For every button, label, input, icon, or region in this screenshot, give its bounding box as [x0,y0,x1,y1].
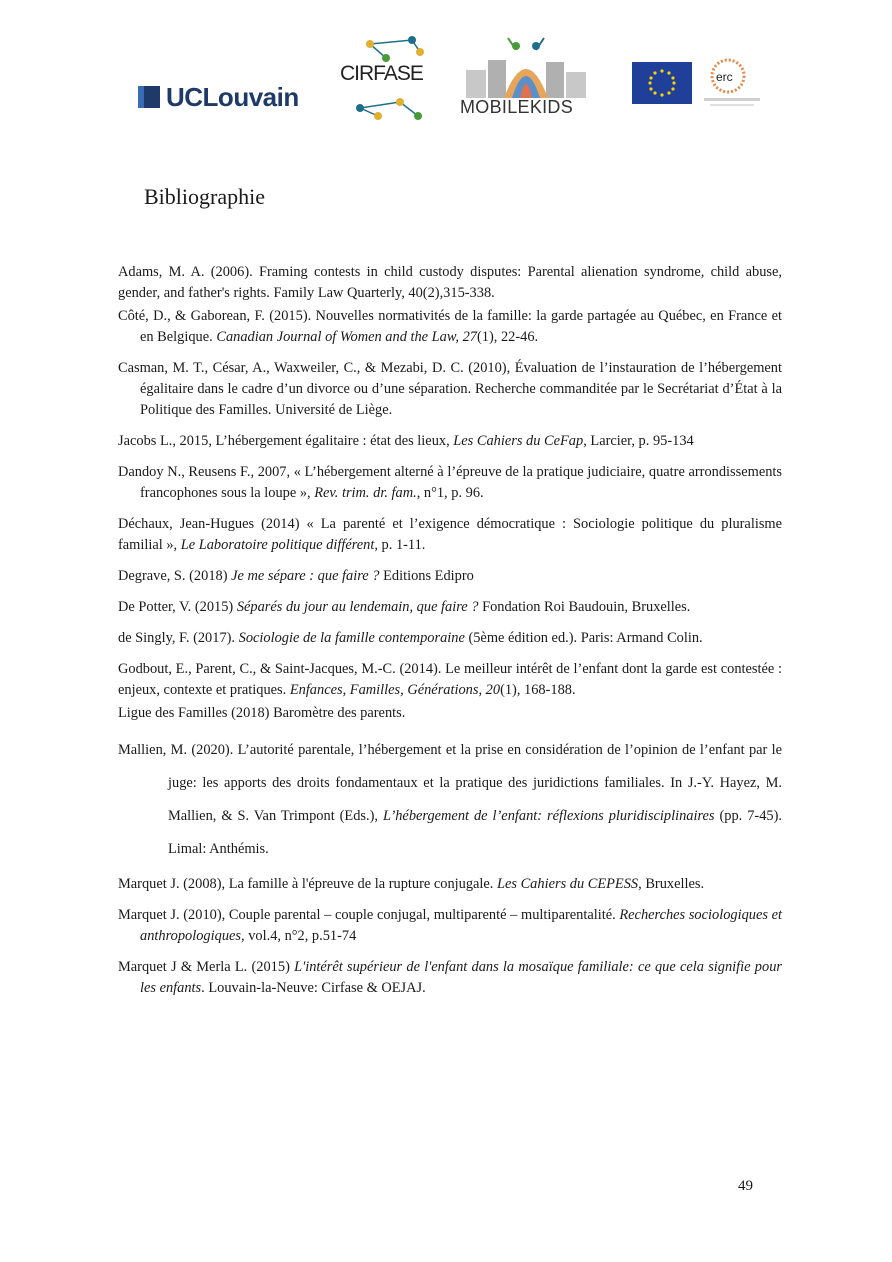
entry-text: , p. 1-11. [374,537,426,553]
entry-text: (pp. 7-45). Limal: Anthémis. [168,808,782,857]
bibliography-entry [118,703,782,724]
cirfase-logo [340,30,432,126]
uclouvain-logo [138,82,299,112]
entry-text: Marquet J & Merla L. (2015) [118,959,295,975]
entry-text: Côté, D., & Gaborean, F. (2015). Nouvelles normativités de la famille: la garde partagée au Québec, en France et en Belgique. [118,308,782,345]
bibliography-entry [118,597,782,618]
entry-italic-title: Séparés du jour au lendemain, que faire ? [236,599,479,615]
bibliography-entry [118,306,782,348]
entry-text: Marquet J. (2008), La famille à l'épreuve de la rupture conjugale. [118,876,497,892]
entry-text: Mallien, M. (2020). L’autorité parentale, l’hébergement et la prise en considération de l’opinion de l’enfant par le juge: les apports des droits fondamentaux et la pratique des juridictions familiales. In J.-Y. Hayez, M. Mallien, & S. Van Trimpont (Eds.), [118,742,782,824]
bibliography-entry [118,262,782,304]
bibliography-entry [118,462,782,504]
entry-italic-title: Sociologie de la famille contemporaine [238,630,465,646]
entry-text: Dandoy N., Reusens F., 2007, « L’hébergement alterné à l’épreuve de la pratique judiciaire, quatre arrondissements francophones sous la loupe », [118,464,782,501]
bibliography-entry [118,905,782,947]
entry-italic-title: L’hébergement de l’enfant: réflexions pluridisciplinaires [382,808,715,824]
entry-text: Déchaux, Jean-Hugues (2014) « La parenté et l’exigence démocratique : Sociologie politique du pluralisme familial », [118,516,782,553]
eu-flag-logo [632,62,692,104]
entry-text: , n°1, p. 96. [416,485,484,501]
mobilekids-label: MOBILEKIDS [460,97,574,117]
bibliography-entry [118,874,782,895]
bibliography-entry [118,628,782,649]
uclouvain-mark-icon [138,86,160,108]
mobilekids-emblem-icon [460,30,592,100]
entry-text: Editions Edipro [379,568,474,584]
erc-emblem-icon [704,58,760,110]
logo-bar [0,30,892,130]
entry-text: , Bruxelles. [638,876,705,892]
bibliography-entry [118,659,782,701]
entry-text: (1), 22-46. [476,329,539,345]
entry-italic-title: Les Cahiers du CeFap [453,433,584,449]
erc-label: erc [716,70,733,84]
page-number: 49 [738,1178,753,1194]
page-title: Bibliographie [144,184,265,209]
entry-text: Degrave, S. (2018) [118,568,232,584]
bibliography-entry [118,734,782,866]
entry-italic-title: Enfances, Familles, Générations, 20 [289,682,501,698]
entry-text: Jacobs L., 2015, L’hébergement égalitaire : état des lieux, [118,433,454,449]
entry-italic-title: Rev. trim. dr. fam. [314,485,417,501]
entry-text: . Louvain-la-Neuve: Cirfase & OEJAJ. [201,980,426,996]
entry-text: Casman, M. T., César, A., Waxweiler, C., & Mezabi, D. C. (2010), Évaluation de l’instauration de l’hébergement égalitaire dans le cadre d’un divorce ou d’une séparation. Recherche commanditée par le Secrétariat d’État à la Politique des Familles. Université de Liège. [118,360,782,418]
entry-italic-title: L'intérêt supérieur de l'enfant dans la mosaïque familiale: ce que cela signifie pour les enfants [140,959,782,996]
entry-text: Fondation Roi Baudouin, Bruxelles. [478,599,691,615]
entry-text: de Singly, F. (2017). [118,630,239,646]
cirfase-label: CIRFASE [340,62,423,85]
entry-italic-title: Les Cahiers du CEPESS [497,876,639,892]
bibliography-entry [118,431,782,452]
entry-italic-title: Recherches sociologiques et anthropologiques [140,907,782,944]
bibliography-list [118,262,782,1009]
erc-logo [704,58,760,110]
bibliography-entry [118,957,782,999]
entry-text: Ligue des Familles (2018) Baromètre des parents. [118,705,406,721]
entry-text: , Larcier, p. 95-134 [583,433,694,449]
entry-italic-title: Le Laboratoire politique différent [180,537,375,553]
entry-italic-title: Je me sépare : que faire ? [231,568,380,584]
eu-stars-icon [632,62,692,104]
bibliography-entry [118,514,782,556]
bibliography-entry [118,566,782,587]
entry-text: (5ème édition ed.). Paris: Armand Colin. [464,630,703,646]
entry-text: Godbout, E., Parent, C., & Saint-Jacques, M.-C. (2014). Le meilleur intérêt de l’enfant dont la garde est contestée : enjeux, contexte et pratiques. [118,661,782,698]
entry-italic-title: Canadian Journal of Women and the Law, 27 [216,329,477,345]
entry-text: (1), 168-188. [500,682,576,698]
bibliography-entry [118,358,782,421]
entry-text: De Potter, V. (2015) [118,599,237,615]
entry-text: Marquet J. (2010), Couple parental – couple conjugal, multiparenté – multiparentalité. [118,907,620,923]
entry-text: Adams, M. A. (2006). Framing contests in child custody disputes: Parental alienation syndrome, child abuse, gender, and father's rights. Family Law Quarterly, 40(2),315-338. [118,264,782,301]
mobilekids-logo [460,30,592,118]
entry-text: , vol.4, n°2, p.51-74 [241,928,357,944]
uclouvain-label: UCLouvain [166,81,299,112]
